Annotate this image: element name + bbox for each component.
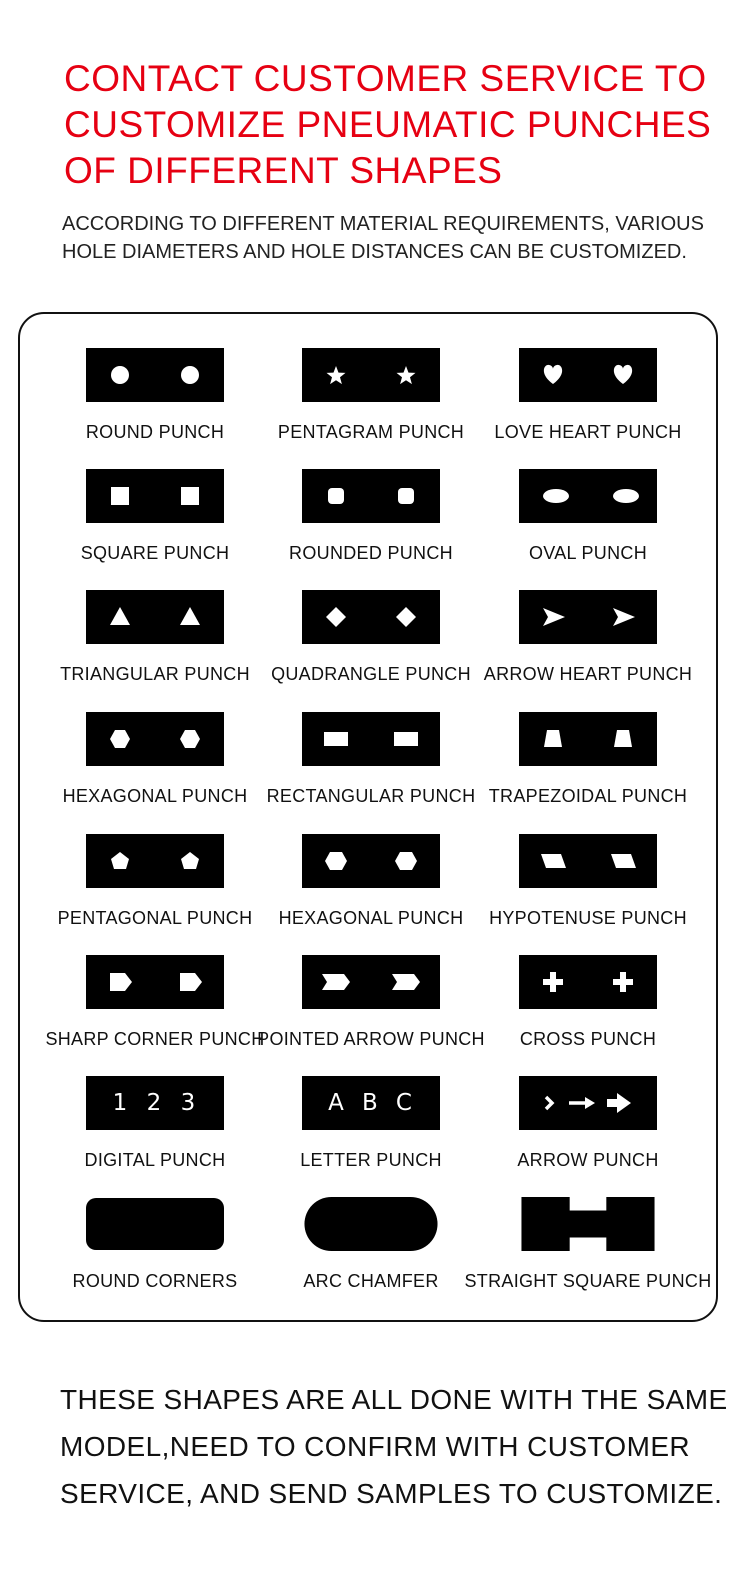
punch-label: ROUNDED PUNCH bbox=[289, 543, 453, 563]
punch-label: ARROW HEART PUNCH bbox=[483, 664, 693, 684]
punch-label: ARROW PUNCH bbox=[517, 1150, 659, 1170]
punch-item bbox=[470, 435, 706, 563]
cross-hole-icon bbox=[519, 955, 657, 1009]
punch-label: SHARP CORNER PUNCH bbox=[45, 1029, 265, 1049]
punch-glyph: C bbox=[395, 1090, 414, 1116]
punch-glyph: 2 bbox=[146, 1090, 164, 1116]
punch-item bbox=[470, 314, 706, 442]
punch-glyph: A bbox=[328, 1090, 346, 1116]
punch-item bbox=[470, 921, 706, 1049]
punch-label: HEXAGONAL PUNCH bbox=[278, 908, 464, 928]
punch-item bbox=[253, 800, 489, 928]
rectangle-hole-icon bbox=[302, 712, 440, 766]
square-hole-icon bbox=[86, 469, 224, 523]
punch-label: DIGITAL PUNCH bbox=[84, 1150, 226, 1170]
pentagon-hole-icon bbox=[86, 834, 224, 888]
arrows-hole-icon bbox=[519, 1076, 657, 1130]
trapezoid-hole-icon bbox=[519, 712, 657, 766]
arc-chamfer-blade-icon bbox=[302, 1197, 440, 1251]
circle-hole-icon bbox=[86, 348, 224, 402]
punch-label: QUADRANGLE PUNCH bbox=[271, 664, 471, 684]
heart-hole-icon bbox=[519, 348, 657, 402]
punch-item bbox=[253, 921, 489, 1049]
punch-item bbox=[37, 435, 273, 563]
sharp-corner-hole-icon bbox=[86, 955, 224, 1009]
rounded-square-hole-icon bbox=[302, 469, 440, 523]
punch-item bbox=[470, 678, 706, 806]
punch-label: HEXAGONAL PUNCH bbox=[62, 786, 248, 806]
triangle-hole-icon bbox=[86, 590, 224, 644]
page-headline: CONTACT CUSTOMER SERVICE TO CUSTOMIZE PNEUMATIC PUNCHES OF DIFFERENT SHAPES bbox=[64, 58, 712, 191]
punch-item bbox=[37, 678, 273, 806]
punch-item bbox=[470, 556, 706, 684]
punch-item bbox=[470, 800, 706, 928]
punch-item bbox=[253, 678, 489, 806]
punch-label: STRAIGHT SQUARE PUNCH bbox=[464, 1271, 712, 1291]
punch-item bbox=[37, 800, 273, 928]
punch-item bbox=[37, 314, 273, 442]
punch-glyph: 1 bbox=[112, 1090, 130, 1116]
digits-hole-icon bbox=[86, 1076, 224, 1130]
page-subline: ACCORDING TO DIFFERENT MATERIAL REQUIREMENTS, VARIOUS HOLE DIAMETERS AND HOLE DISTANCES CAN BE CUSTOMIZED. bbox=[62, 213, 704, 263]
punch-label: TRAPEZOIDAL PUNCH bbox=[488, 786, 688, 806]
punch-item bbox=[253, 556, 489, 684]
wide-hexagon-hole-icon bbox=[302, 834, 440, 888]
diamond-hole-icon bbox=[302, 590, 440, 644]
punch-glyphs bbox=[302, 1076, 440, 1130]
punch-label: TRIANGULAR PUNCH bbox=[60, 664, 250, 684]
punch-label: POINTED ARROW PUNCH bbox=[257, 1029, 485, 1049]
punch-label: SQUARE PUNCH bbox=[80, 543, 230, 563]
oval-hole-icon bbox=[519, 469, 657, 523]
star-hole-icon bbox=[302, 348, 440, 402]
punch-item bbox=[464, 1163, 712, 1291]
punch-label: LOVE HEART PUNCH bbox=[494, 422, 682, 442]
punch-item bbox=[37, 921, 273, 1049]
punch-shapes-panel bbox=[18, 312, 718, 1322]
punch-label: PENTAGRAM PUNCH bbox=[277, 422, 465, 442]
punch-item bbox=[37, 1163, 273, 1291]
punch-glyph: 3 bbox=[180, 1090, 198, 1116]
punch-item bbox=[37, 1042, 273, 1170]
punch-glyphs bbox=[86, 1076, 224, 1130]
punch-item bbox=[470, 1042, 706, 1170]
hexagon-hole-icon bbox=[86, 712, 224, 766]
punch-label: LETTER PUNCH bbox=[300, 1150, 442, 1170]
letters-hole-icon bbox=[302, 1076, 440, 1130]
straight-square-blade-icon bbox=[519, 1197, 657, 1251]
punch-label: HYPOTENUSE PUNCH bbox=[489, 908, 687, 928]
parallelogram-hole-icon bbox=[519, 834, 657, 888]
punch-glyph: B bbox=[361, 1090, 380, 1116]
punch-label: OVAL PUNCH bbox=[528, 543, 648, 563]
round-corners-blade-icon bbox=[86, 1197, 224, 1251]
arrowhead-hole-icon bbox=[519, 590, 657, 644]
punch-item bbox=[253, 435, 489, 563]
punch-label: ROUND CORNERS bbox=[72, 1271, 238, 1291]
punch-label: ARC CHAMFER bbox=[303, 1271, 439, 1291]
punch-label: PENTAGONAL PUNCH bbox=[57, 908, 253, 928]
punch-item bbox=[253, 1163, 489, 1291]
chevron-hole-icon bbox=[302, 955, 440, 1009]
punch-label: RECTANGULAR PUNCH bbox=[266, 786, 476, 806]
punch-item bbox=[253, 314, 489, 442]
punch-label: CROSS PUNCH bbox=[519, 1029, 657, 1049]
punch-label: ROUND PUNCH bbox=[85, 422, 225, 442]
punch-item bbox=[37, 556, 273, 684]
footer-note: THESE SHAPES ARE ALL DONE WITH THE SAME MODEL,NEED TO CONFIRM WITH CUSTOMER SERVICE, AND SEND SAMPLES TO CUSTOMIZE. bbox=[60, 1384, 728, 1509]
punch-item bbox=[253, 1042, 489, 1170]
